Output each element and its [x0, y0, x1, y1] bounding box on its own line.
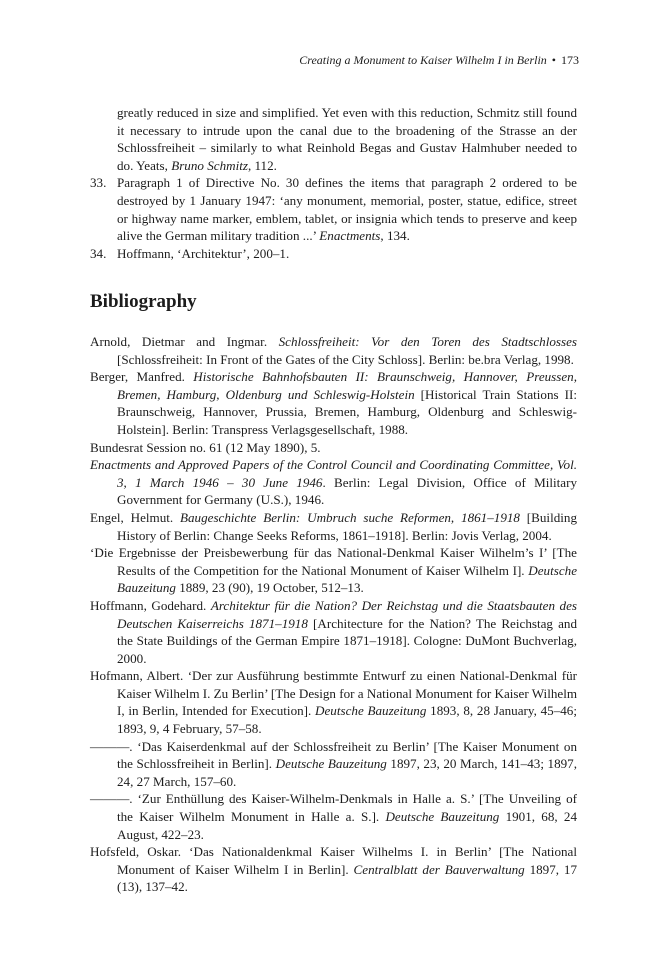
bib-title: Deutsche Bauzeitung — [117, 562, 577, 596]
bib-title: Enactments and Approved Papers of the Control Council and Coordinating Committee, Vol. 3, 1 March 1946 – 30 June 1946 — [90, 457, 577, 490]
endnotes — [90, 104, 577, 262]
bib-text: [Architecture for the Nation? The Reichstag and the State Buildings of the German Empire 1871–1918]. Cologne: DuMont Buchverlag, 2000. — [117, 615, 577, 666]
running-head — [90, 52, 579, 68]
bib-text: [Schlossfreiheit: In Front of the Gates of the City Schloss]. Berlin: be.bra Verlag, 1998. — [117, 351, 574, 367]
bib-text: [Historical Train Stations II: Braunschweig, Hannover, Prussia, Bremen, Hamburg, Oldenburg and Schleswig-Holstein]. Berlin: Transpress Verlagsgesellschaft, 1988. — [117, 386, 577, 437]
endnote-title: Bruno Schmitz — [171, 157, 248, 173]
bib-entry-bundesrat — [90, 439, 577, 457]
bib-entry-arnold — [90, 333, 577, 368]
bib-entry-engel — [90, 509, 577, 544]
endnote-33 — [90, 174, 577, 244]
bib-text: . Berlin: Legal Division, Office of Military Government for Germany (U.S.), 1946. — [117, 474, 577, 508]
endnote-text: , 134. — [380, 228, 410, 244]
bibliography-heading: Bibliography — [90, 291, 197, 312]
bib-entry-enactments — [90, 456, 577, 509]
bib-entry-ergebnisse — [90, 544, 577, 597]
bib-text: Hoffmann, Godehard. — [90, 597, 211, 613]
bib-text: 1897, 17 (13), 137–42. — [117, 861, 578, 895]
bib-entry-hofmann-3 — [90, 790, 577, 843]
bib-text: Bundesrat Session no. 61 (12 May 1890), 5. — [90, 439, 321, 455]
bib-text: Engel, Helmut. — [90, 509, 181, 525]
endnote-text: greatly reduced in size and simplified. Yet even with this reduction, Schmitz still found it necessary to intrude upon the canal due to the broadening of the Strasse an der Schlossfreiheit – similarly to what Reinhold Begas and Gustav Halmhuber needed to do. Yeats, — [117, 105, 577, 173]
bib-text: Berger, Manfred. — [90, 369, 194, 385]
bib-entry-hofmann-1 — [90, 667, 577, 737]
bib-text: [Building History of Berlin: Change Seeks Reforms, 1861–1918]. Berlin: Jovis Verlag, 2004. — [117, 509, 577, 543]
endnote-34 — [90, 245, 577, 263]
endnote-number: 34. — [90, 245, 107, 261]
bib-entry-hofsfeld — [90, 843, 577, 896]
bib-title: Baugeschichte Berlin: Umbruch suche Reformen, 1861–1918 — [180, 509, 520, 525]
bib-text: ‘Die Ergebnisse der Preisbewerbung für das National-Denkmal Kaiser Wilhelm’s I’ [The Results of the Competition for the National Monument of Kaiser Wilhelm I]. — [90, 545, 577, 578]
bib-text: ———. ‘Zur Enthüllung des Kaiser-Wilhelm-Denkmals in Halle a. S.’ [The Unveiling of the Kaiser Wilhelm Monument in Halle a. S.]. — [90, 791, 577, 825]
bib-text: 1897, 23, 20 March, 141–43; 1897, 24, 27 March, 157–60. — [117, 756, 577, 789]
bib-text: Hofmann, Albert. ‘Der zur Ausführung bestimmte Entwurf zu einen National-Denkmal für Kaiser Wilhelm I. Zu Berlin’ [The Design for a National Monument for Kaiser Wilhelm I, in Berlin, Intended for Execution]. — [90, 668, 578, 719]
bib-text: ———. ‘Das Kaiserdenkmal auf der Schlossfreiheit zu Berlin’ [The Kaiser Monument on the Schlossfreiheit in Berlin]. — [90, 738, 577, 772]
endnote-number: 33. — [90, 175, 107, 191]
bib-entry-berger — [90, 368, 577, 438]
bib-text: 1893, 8, 28 January, 45–46; 1893, 9, 4 February, 57–58. — [117, 703, 577, 737]
bib-entry-hofmann-2 — [90, 738, 577, 791]
bib-title: Deutsche Bauzeitung — [275, 756, 387, 772]
endnote-title: Enactments — [319, 228, 381, 244]
bib-text: Hofsfeld, Oskar. ‘Das Nationaldenkmal Kaiser Wilhelms I. in Berlin’ [The National Monument of Kaiser Wilhelm I in Berlin]. — [90, 844, 577, 877]
bib-title: Architektur für die Nation? Der Reichstag und die Staatsbauten des Deutschen Kaiserreichs 1871–1918 — [117, 597, 577, 631]
endnote-continuation — [90, 104, 577, 174]
bib-text: Arnold, Dietmar and Ingmar. — [90, 334, 279, 349]
bib-text: 1889, 23 (90), 19 October, 512–13. — [175, 580, 364, 596]
running-head-bullet: • — [551, 53, 556, 67]
bib-entry-hoffmann — [90, 597, 577, 667]
bib-title: Schlossfreiheit: Vor den Toren des Stadtschlosses — [278, 334, 577, 349]
page-number: 173 — [561, 53, 579, 67]
bib-title: Centralblatt der Bauverwaltung — [353, 861, 525, 877]
bib-title: Historische Bahnhofsbauten II: Braunschweig, Hannover, Preussen, Bremen, Hamburg, Oldenburg und Schleswig-Holstein — [117, 369, 577, 402]
endnote-text: Paragraph 1 of Directive No. 30 defines the items that paragraph 2 ordered to be destroyed by 1 January 1947: ‘any monument, memorial, poster, statue, edifice, street or highway name marker, emblem, tablet, or insignia which tends to preserve and keep alive the German military tradition ...’ — [117, 175, 577, 244]
bibliography-list — [90, 333, 577, 896]
endnote-text: , 112. — [247, 157, 277, 173]
bib-title: Deutsche Bauzeitung — [315, 703, 427, 719]
bib-title: Deutsche Bauzeitung — [385, 809, 500, 825]
running-head-title: Creating a Monument to Kaiser Wilhelm I in Berlin — [299, 53, 547, 67]
endnote-text: Hoffmann, ‘Architektur’, 200–1. — [117, 245, 290, 261]
bib-text: 1901, 68, 24 August, 422–23. — [117, 809, 577, 842]
